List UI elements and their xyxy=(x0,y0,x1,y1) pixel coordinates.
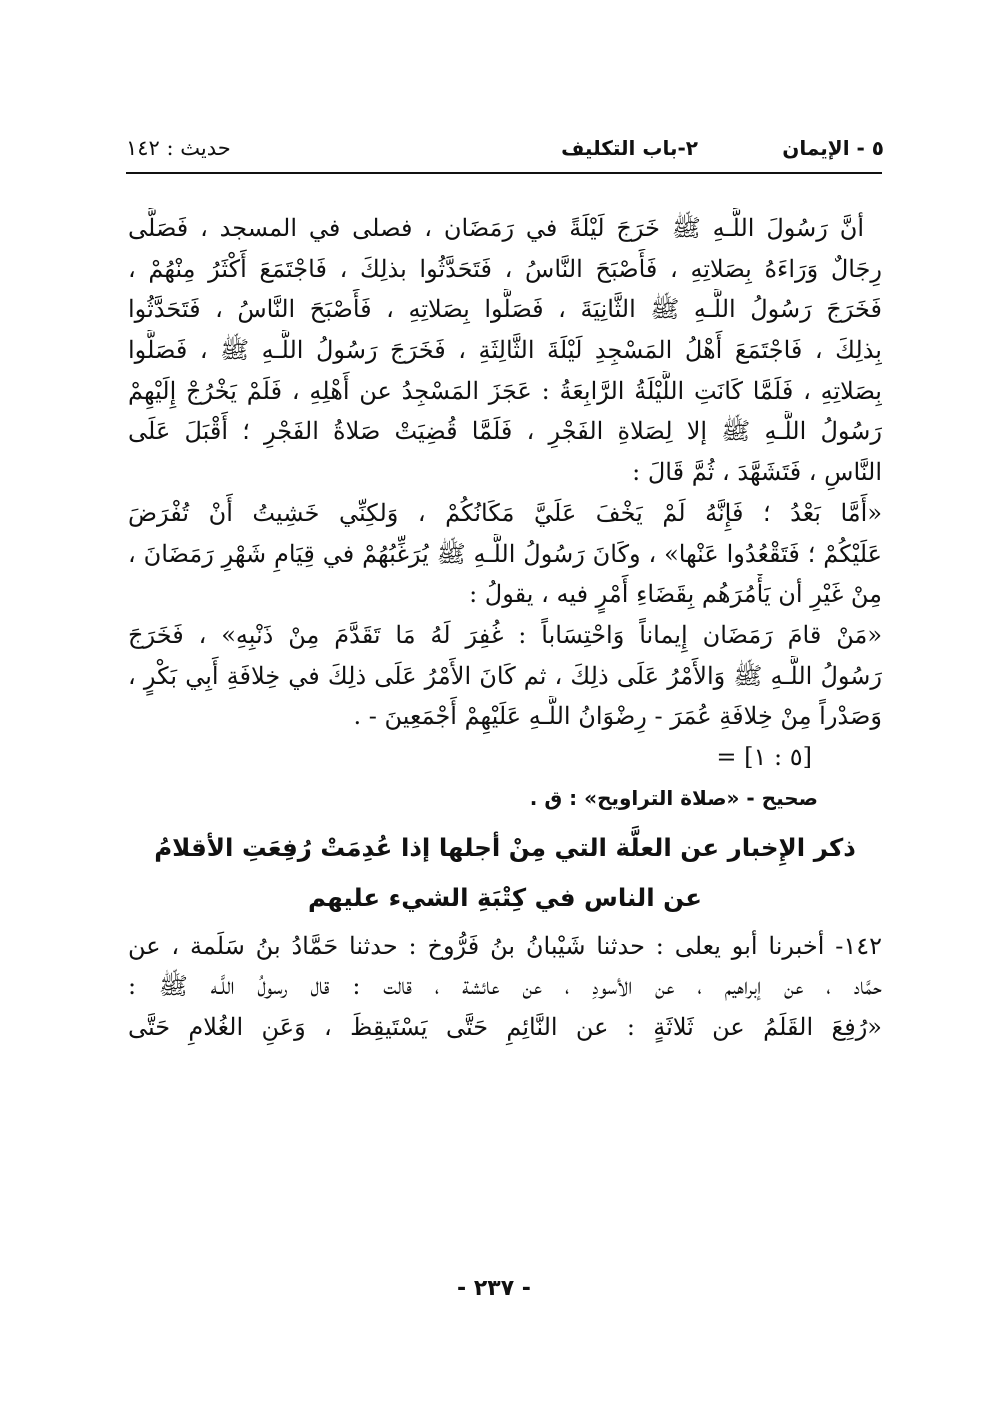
header-rule xyxy=(126,172,882,174)
text-line: أنَّ رَسُولَ اللَّـهِ ﷺ خَرَجَ لَيْلَةً في رَمَضَان ، فصلى في المسجد ، فَصَلَّى xyxy=(128,214,864,242)
text-line: رَسُولُ اللَّـهِ ﷺ إلا لِصَلاةِ الفَجْرِ ، فَلَمَّا قُضِيَتْ صَلاةُ الفَجْرِ ؛ أَقْبَلَ عَلَى xyxy=(128,417,882,446)
text-line: رَسُولُ اللَّـهِ ﷺ وَالأَمْرُ عَلَى ذلِكَ ، ثم كَانَ الأَمْرُ عَلَى ذلِكَ في خِلافَةِ أَبِي بَكْرٍ ، xyxy=(128,661,882,690)
text-line: حمَّاد ، عن إبراهيم ، عن الأسودِ ، عن عائشة ، قالت : قال رسولُ اللَّـه ﷺ : xyxy=(128,972,882,1001)
header-hadith-ref: حديث : ١٤٢ xyxy=(126,136,231,160)
text-line: وَصَدْراً مِنْ خِلافَةِ عُمَرَ - رِضْوَانُ اللَّـهِ عَلَيْهِمْ أَجْمَعِينَ - . xyxy=(353,702,882,731)
header-chapter: ٥ - الإيمان xyxy=(782,136,884,160)
text-line: عَلَيْكُمْ ؛ فَتَقْعُدُوا عَنْها» ، وكَانَ رَسُولُ اللَّـهِ ﷺ يُرَغِّبُهُمْ في قِيَامِ شَهْرِ رَمَضَانَ ، xyxy=(128,539,882,568)
text-line: بِصَلاتِهِ ، فَلَمَّا كَانَتِ اللَّيْلَةُ الرَّابِعَةُ : عَجَزَ المَسْجِدُ عن أَهْلِهِ ، فَلَمْ يَخْرُجْ إِلَيْهِمْ xyxy=(128,376,882,405)
header-section: ٢-باب التكليف xyxy=(561,136,698,160)
text-line: فَخَرَجَ رَسُولُ اللَّـهِ ﷺ الثَّانِيَةَ ، فَصَلَّوا بِصَلاتِهِ ، فَأَصْبَحَ النَّاسُ ، فَتَحَدَّثُوا xyxy=(128,295,882,324)
text-line: بِذلِكَ ، فَاجْتَمَعَ أَهْلُ المَسْجِدِ لَيْلَةَ الثَّالِثَةِ ، فَخَرَجَ رَسُولُ اللَّـهِ ﷺ ، فَصَلَّوا xyxy=(128,336,882,365)
running-header xyxy=(126,128,884,168)
text-line: «رُفِعَ القَلَمُ عن ثَلاثَةٍ : عن النَّائِمِ حَتَّى يَسْتَيقِظَ ، وَعَنِ الغُلامِ حَتَّى xyxy=(128,1013,882,1041)
hadith-grade: صحيح - «صلاة التراويح» : ق . xyxy=(529,785,818,810)
chapter-heading-line-2: عن الناس في كِتْبَةِ الشيء عليهم xyxy=(308,882,702,912)
body-text xyxy=(128,208,882,1048)
chapter-heading-line-1: ذكر الإِخبار عن العلَّة التي مِنْ أجلها إذا عُدِمَتْ رُفِعَتِ الأقلامُ xyxy=(154,832,856,862)
text-line: رِجَالٌ وَرَاءَهُ بِصَلاتِهِ ، فَأَصْبَحَ النَّاسُ ، فَتَحَدَّثُوا بذلِكَ ، فَاجْتَمَعَ أَكْثَرُ مِنْهُمْ ، xyxy=(128,254,882,283)
cross-reference: = [٥ : ١] xyxy=(716,742,812,771)
page-number: - ٢٣٧ - xyxy=(457,1276,531,1301)
text-line: النَّاسِ ، فَتَشَهَّدَ ، ثُمَّ قَالَ : xyxy=(632,458,882,487)
text-line: مِنْ غَيْرِ أن يَأْمُرَهُم بِقَضَاءِ أَمْرٍ فيه ، يقولُ : xyxy=(469,580,882,609)
text-line: ١٤٢- أخبرنا أبو يعلى : حدثنا شَيْبانُ بنُ فَرُّوخ : حدثنا حَمَّادُ بنُ سَلَمة ، عن xyxy=(128,931,882,960)
text-line: «مَنْ قامَ رَمَضَان إِيماناً وَاحْتِسَاباً : غُفِرَ لَهُ مَا تَقَدَّمَ مِنْ ذَنْبِهِ» ، فَخَرَجَ xyxy=(128,620,882,649)
text-line: «أَمَّا بَعْدُ ؛ فَإِنَّهُ لَمْ يَخْفَ عَلَيَّ مَكَانُكُمْ ، وَلكِنِّي خَشِيتُ أَنْ تُفْرَضَ xyxy=(128,498,882,527)
